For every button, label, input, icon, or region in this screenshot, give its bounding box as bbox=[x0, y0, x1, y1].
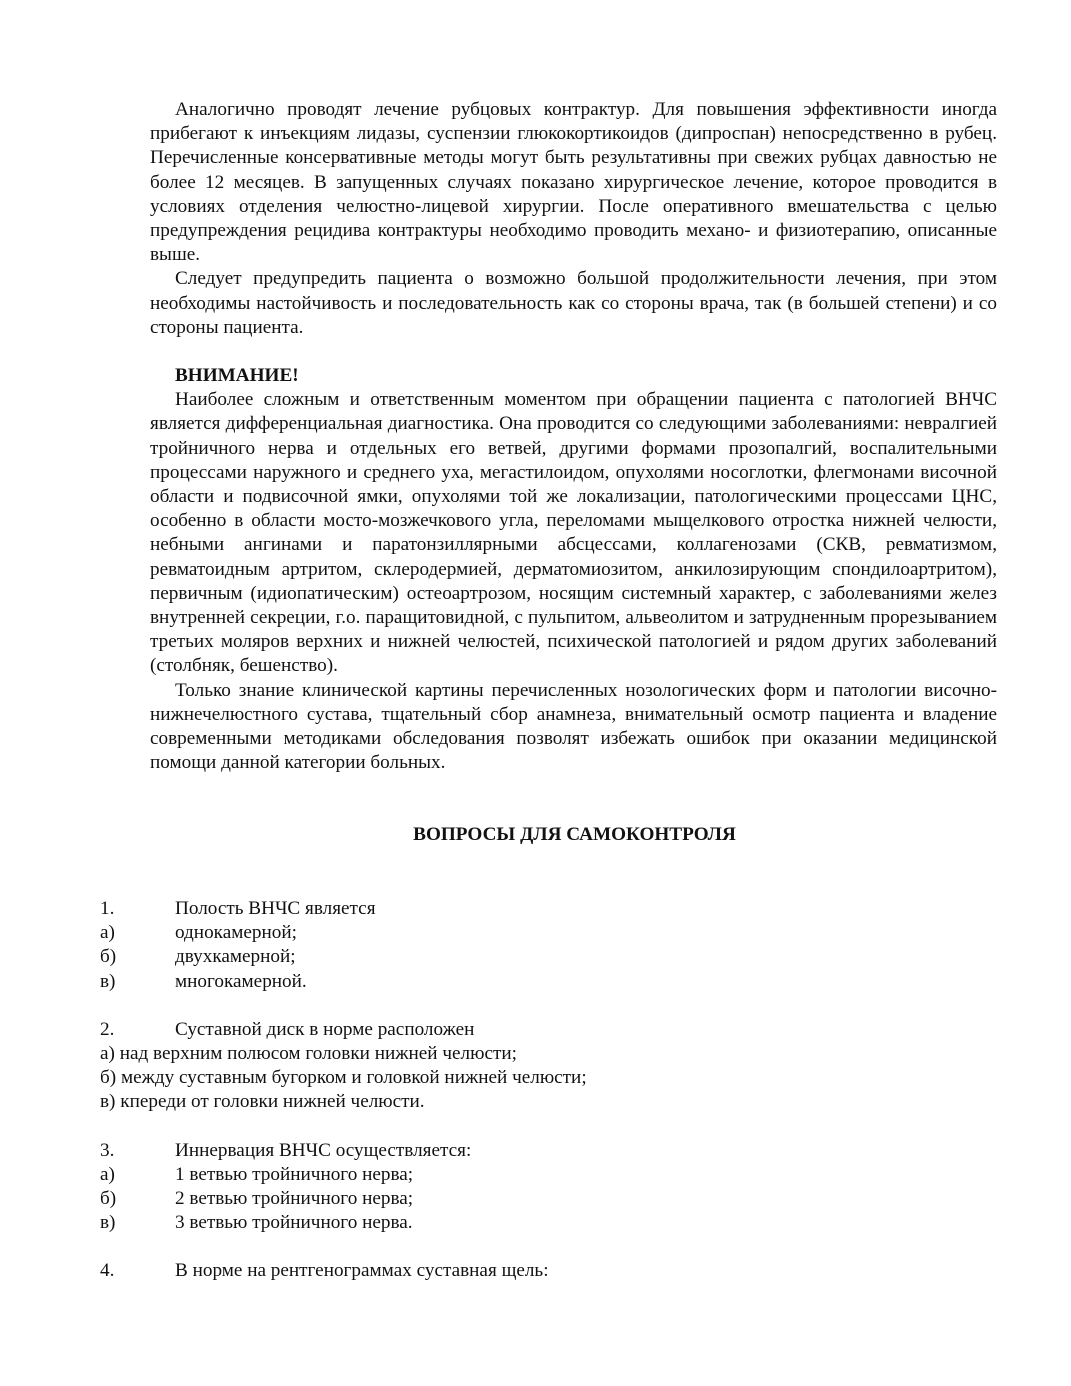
option-letter: а) bbox=[100, 1163, 115, 1185]
option-text: 2 ветвью тройничного нерва; bbox=[175, 1187, 414, 1209]
question-3 bbox=[100, 1139, 997, 1163]
paragraph-scar-contracture-treatment: Аналогично проводят лечение рубцовых контрактур. Для повышения эффективности иногда прибегают к инъекциям лидазы, суспензии глюкокортикоидов (дипроспан) непосредственно в рубец. Перечисленные консервативные методы могут быть результативны при свежих рубцах давностью не более 12 месяцев. В запущенных случаях показано хирургическое лечение, которое проводится в условиях отделения челюстно-лицевой хирургии. После оперативного вмешательства с целью предупреждения рецидива контрактуры необходимо проводить механо- и физиотерапию, описанные выше. bbox=[150, 99, 997, 266]
option-text: многокамерной. bbox=[175, 970, 307, 992]
question-text: В норме на рентгенограммах суставная щель: bbox=[175, 1260, 549, 1282]
question-number: 4. bbox=[100, 1260, 115, 1282]
document-page bbox=[150, 98, 997, 848]
option-text: 3 ветвью тройничного нерва. bbox=[175, 1212, 413, 1234]
question-number: 1. bbox=[100, 898, 115, 919]
answer-option bbox=[100, 1187, 997, 1211]
answer-option: а) над верхним полюсом головки нижней челюсти; bbox=[100, 1042, 517, 1064]
answer-option bbox=[100, 970, 997, 994]
question-4 bbox=[100, 1259, 997, 1283]
option-letter: а) bbox=[100, 922, 115, 944]
option-text: двухкамерной; bbox=[175, 946, 296, 968]
option-text: 1 ветвью тройничного нерва; bbox=[175, 1163, 414, 1185]
question-1 bbox=[100, 897, 997, 921]
answer-option: в) кпереди от головки нижней челюсти. bbox=[100, 1091, 425, 1113]
question-2 bbox=[100, 1018, 997, 1042]
paragraph-clinical-knowledge: Только знание клинической картины перечисленных нозологических форм и патологии височно-нижнечелюстного сустава, тщательный сбор анамнеза, внимательный осмотр пациента и владение современными методиками обследования позволят избежать ошибок при оказании медицинской помощи данной категории больных. bbox=[150, 679, 997, 774]
spacer bbox=[100, 1115, 997, 1139]
spacer bbox=[150, 340, 997, 364]
answer-option: б) между суставным бугорком и головкой нижней челюсти; bbox=[100, 1067, 587, 1089]
question-number: 3. bbox=[100, 1139, 115, 1161]
self-control-title: ВОПРОСЫ ДЛЯ САМОКОНТРОЛЯ bbox=[413, 824, 736, 846]
answer-option bbox=[100, 945, 997, 969]
option-letter: б) bbox=[100, 1187, 117, 1209]
question-text: Суставной диск в норме расположен bbox=[175, 1018, 475, 1040]
answer-option bbox=[100, 1163, 997, 1187]
answer-option bbox=[100, 1211, 997, 1235]
option-letter: б) bbox=[100, 946, 117, 968]
spacer bbox=[100, 1235, 997, 1259]
question-text: Иннервация ВНЧС осуществляется: bbox=[175, 1139, 472, 1161]
option-letter: в) bbox=[100, 970, 116, 992]
paragraph-differential-diagnosis: Наиболее сложным и ответственным моментом при обращении пациента с патологией ВНЧС является дифференциальная диагностика. Она проводится со следующими заболеваниями: невралгией тройничного нерва и отдельных его ветвей, другими формами прозопалгий, воспалительными процессами наружного и среднего уха, мегастилоидом, опухолями носоглотки, флегмонами височной области и подвисочной ямки, опухолями той же локализации, патологическими процессами ЦНС, особенно в области мосто-мозжечкового угла, переломами мыщелкового отростка нижней челюсти, небными ангинами и паратонзиллярными абсцессами, коллагенозами (СКВ, ревматизмом, ревматоидным артритом, склеродермией, дерматомиозитом, анкилозирующим спондилоартритом), первичным (идиопатическим) остеоартрозом, носящим системный характер, с заболеваниями желез внутренней секреции, г.о. паращитовидной, с пульпитом, альвеолитом и затрудненным прорезыванием третьих моляров верхних и нижней челюстей, психической патологией и рядом других заболеваний (столбняк, бешенство). bbox=[150, 389, 997, 677]
question-text: Полость ВНЧС является bbox=[175, 898, 376, 919]
attention-heading: ВНИМАНИЕ! bbox=[175, 365, 299, 387]
question-number: 2. bbox=[100, 1018, 115, 1040]
answer-option bbox=[100, 921, 997, 945]
question-list bbox=[100, 897, 997, 1283]
option-letter: в) bbox=[100, 1212, 116, 1234]
paragraph-treatment-duration: Следует предупредить пациента о возможно большой продолжительности лечения, при этом необходимы настойчивость и последовательность как со стороны врача, так (в большей степени) и со стороны пациента. bbox=[150, 268, 997, 338]
spacer bbox=[150, 775, 997, 823]
option-text: однокамерной; bbox=[175, 922, 297, 944]
spacer bbox=[100, 994, 997, 1018]
